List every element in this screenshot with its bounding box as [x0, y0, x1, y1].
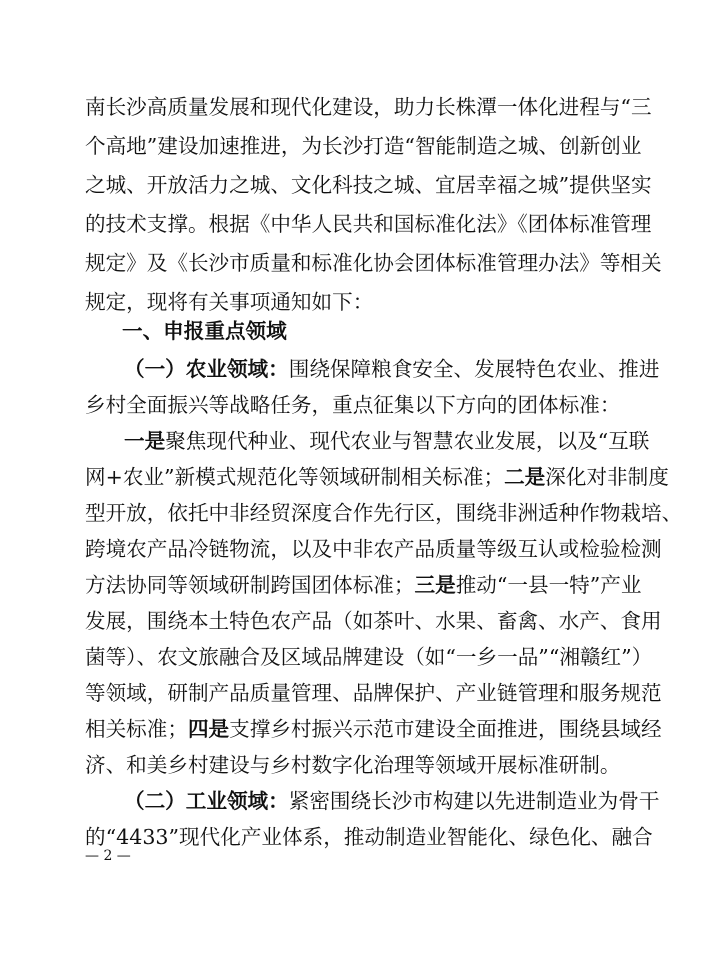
industry-label: （二）工业领域：	[124, 789, 289, 813]
body-line: 发展，围绕本土特色农产品（如茶叶、水果、畜禽、水产、食用	[85, 609, 662, 633]
body-line: 济、和美乡村建设与乡村数字化治理等领域开展标准研制。	[85, 753, 621, 777]
body-line: 南长沙高质量发展和现代化建设，助力长株潭一体化进程与“三	[85, 95, 652, 119]
body-line: 规定》及《长沙市质量和标准化协会团体标准管理办法》等相关	[85, 251, 662, 275]
agri-items-line9	[85, 714, 662, 744]
item-text: 网+农业”新模式规范化等领域研制相关标准；	[85, 465, 505, 489]
body-line: 跨境农产品冷链物流，以及中非农产品质量等级互认或检验检测	[85, 537, 662, 561]
body-line: 个高地”建设加速推进，为长沙打造“智能制造之城、创新创业	[85, 134, 642, 158]
item-text: 相关标准；	[85, 717, 188, 741]
body-line: 型开放，依托中非经贸深度合作先行区，围绕非洲适种作物栽培、	[85, 501, 683, 525]
item-text: 支撑乡村振兴示范市建设全面推进，围绕县域经	[229, 717, 662, 741]
page-number: — 2 —	[85, 848, 131, 864]
agri-items-line1	[124, 426, 650, 456]
item-text: 推动“一县一特”产业	[455, 573, 642, 597]
agri-paragraph-line1	[124, 354, 660, 384]
agri-items-line5	[85, 570, 642, 600]
item-text: 聚焦现代种业、现代农业与智慧农业发展，以及“互联	[165, 429, 650, 453]
section-heading: 一、申报重点领域	[122, 319, 287, 343]
body-line: 规定，现将有关事项通知如下：	[85, 290, 374, 314]
agri-text: 围绕保障粮食安全、发展特色农业、推进	[288, 357, 660, 381]
body-line: 菌等）、农文旅融合及区域品牌建设（如“一乡一品”“湘赣红”）	[85, 645, 653, 669]
item-label: 二是	[504, 465, 546, 489]
body-line: 等领域，研制产品质量管理、品牌保护、产业链管理和服务规范	[85, 681, 662, 705]
item-label: 一是	[124, 429, 166, 453]
item-text: 方法协同等领域研制跨国团体标准；	[85, 573, 415, 597]
item-text: 深化对非制度	[545, 465, 669, 489]
body-line: 的技术支撑。根据《中华人民共和国标准化法》《团体标准管理	[85, 212, 652, 236]
body-line: 之城、开放活力之城、文化科技之城、宜居幸福之城”提供坚实	[85, 173, 652, 197]
agri-label: （一）农业领域：	[124, 357, 289, 381]
body-line: 的“4433”现代化产业体系，推动制造业智能化、绿色化、融合	[85, 825, 653, 849]
body-line: 乡村全面振兴等战略任务，重点征集以下方向的团体标准：	[85, 393, 621, 417]
agri-items-line2	[85, 462, 669, 492]
item-label: 四是	[187, 717, 230, 741]
industry-text: 紧密围绕长沙市构建以先进制造业为骨干	[288, 789, 660, 813]
item-label: 三是	[414, 573, 456, 597]
industry-paragraph-line1	[124, 786, 660, 816]
